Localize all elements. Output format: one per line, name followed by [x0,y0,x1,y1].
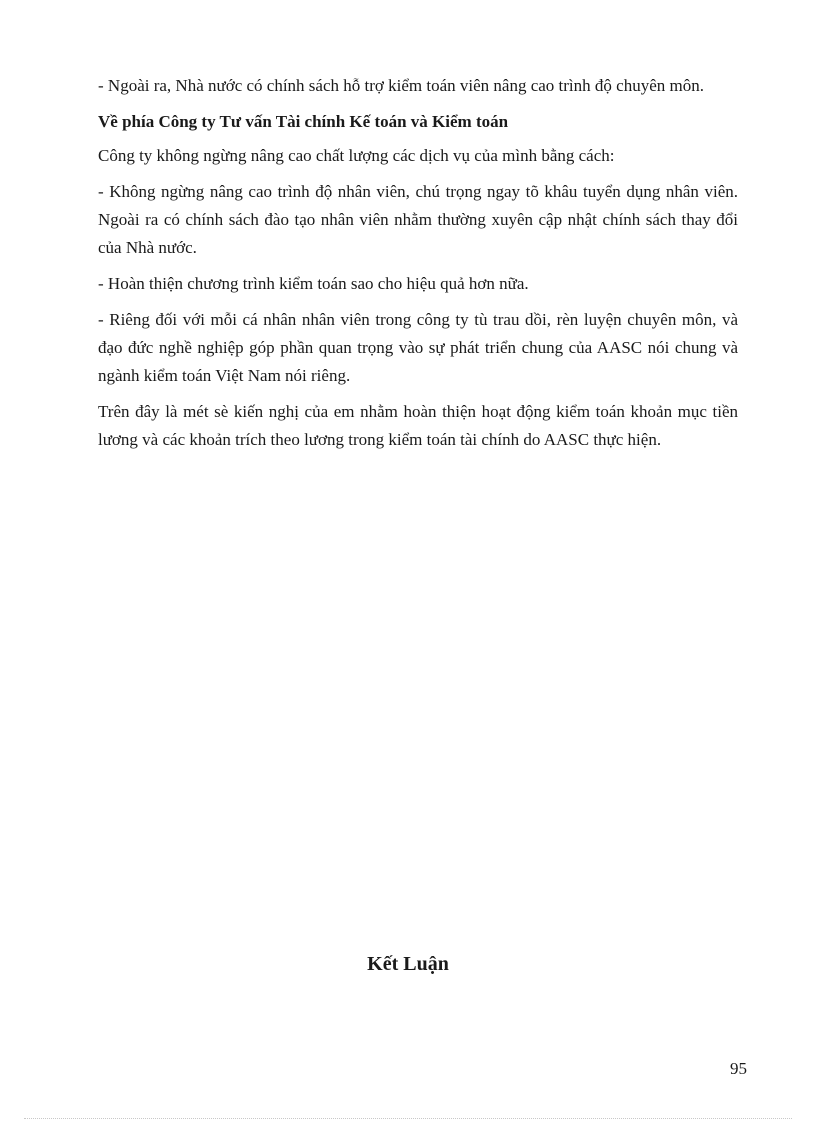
paragraph-audit-program: - Hoàn thiện chương trình kiểm toán sao cho hiệu quả hơn nữa. [98,274,529,293]
body-text [98,72,738,462]
paragraph-state-support: - Ngoài ra, Nhà nước có chính sách hỗ trợ kiểm toán viên nâng cao trình độ chuyên môn. [98,76,704,95]
paragraph-summary: Trên đây là mét sè kiến nghị của em nhằm hoàn thiện hoạt động kiểm toán khoản mục tiền lương và các khoản trích theo lương trong kiểm toán tài chính do AASC thực hiện. [98,402,738,449]
paragraph-company-intro: Công ty không ngừng nâng cao chất lượng các dịch vụ của mình bằng cách: [98,146,615,165]
paragraph-staff-training: - Không ngừng nâng cao trình độ nhân viên, chú trọng ngay tõ khâu tuyển dụng nhân viên. Ngoài ra có chính sách đào tạo nhân viên nhằm thường xuyên cập nhật chính sách thay đổi của Nhà nước. [98,182,738,257]
footer-divider [24,1118,792,1119]
paragraph-individual-development: - Riêng đối với mỗi cá nhân nhân viên trong công ty tù trau dồi, rèn luyện chuyên môn, và đạo đức nghề nghiệp góp phần quan trọng vào sự phát triển chung của AASC nói chung và ngành kiểm toán Việt Nam nói riêng. [98,310,738,385]
conclusion-heading: Kết Luận [367,953,449,975]
page-number: 95 [730,1059,747,1078]
section-heading-company: Về phía Công ty Tư vấn Tài chính Kế toán và Kiểm toán [98,112,509,131]
